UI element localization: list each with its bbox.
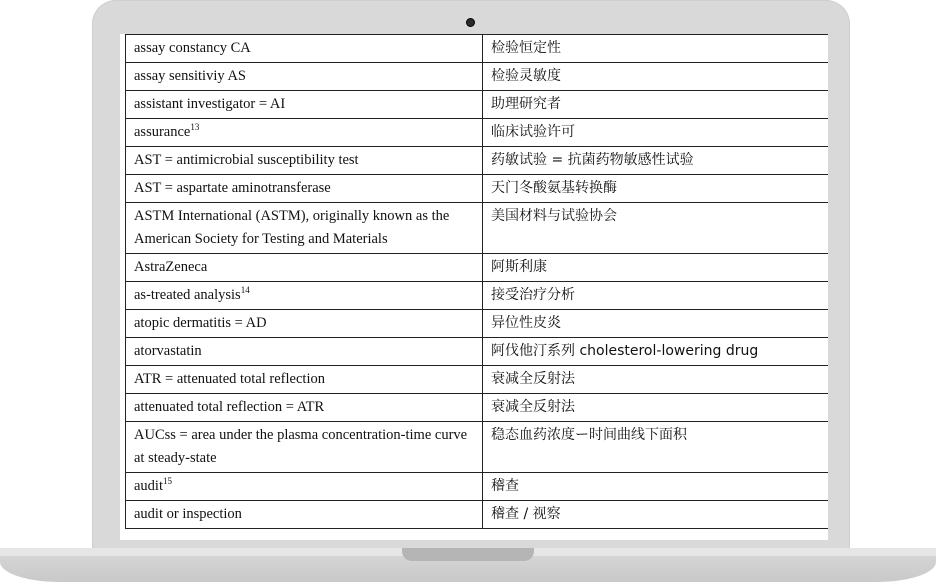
table-row: [126, 63, 829, 91]
table-row: [126, 203, 829, 254]
term-cell: audit or inspection: [126, 501, 483, 529]
webcam-icon: [466, 18, 475, 27]
table-row: [126, 310, 829, 338]
term-text: audit: [134, 478, 163, 494]
term-cell: AST = aspartate aminotransferase: [126, 175, 483, 203]
term-cell: AstraZeneca: [126, 254, 483, 282]
term-cell: assay sensitiviy AS: [126, 63, 483, 91]
table-row: [126, 422, 829, 473]
table-row: [126, 366, 829, 394]
footnote-ref: 14: [240, 285, 250, 296]
laptop-opening-notch: [402, 548, 534, 561]
translation-cell: 检验灵敏度: [483, 63, 829, 91]
translation-cell: 阿伐他汀系列 cholesterol-lowering drug: [483, 338, 829, 366]
table-row: [126, 338, 829, 366]
translation-cell: 稳态血药浓度ー时间曲线下面积: [483, 422, 829, 473]
term-text: assurance: [134, 124, 191, 140]
translation-cell: 异位性皮炎: [483, 310, 829, 338]
translation-cell: 稽查 / 视察: [483, 501, 829, 529]
term-text: as-treated analysis: [134, 287, 241, 303]
term-cell: ASTM International (ASTM), originally known as the American Society for Testing and Materials: [126, 203, 483, 254]
term-cell: AST = antimicrobial susceptibility test: [126, 147, 483, 175]
translation-cell: 检验恒定性: [483, 35, 829, 63]
translation-cell: 稽查: [483, 473, 829, 501]
translation-cell: 助理研究者: [483, 91, 829, 119]
screen: [120, 34, 828, 540]
table-row: [126, 473, 829, 501]
table-row: [126, 282, 829, 310]
translation-cell: 药敏试验 = 抗菌药物敏感性试验: [483, 147, 829, 175]
footnote-ref: 13: [190, 122, 200, 133]
term-cell: attenuated total reflection = ATR: [126, 394, 483, 422]
table-row: [126, 35, 829, 63]
term-cell: [126, 473, 483, 501]
translation-cell: 衰减全反射法: [483, 394, 829, 422]
term-cell: assay constancy CA: [126, 35, 483, 63]
table-row: [126, 175, 829, 203]
term-cell: ATR = attenuated total reflection: [126, 366, 483, 394]
translation-cell: 接受治疗分析: [483, 282, 829, 310]
table-row: [126, 254, 829, 282]
translation-cell: 阿斯利康: [483, 254, 829, 282]
glossary-table: [125, 34, 828, 529]
translation-cell: 临床试验许可: [483, 119, 829, 147]
term-cell: atopic dermatitis = AD: [126, 310, 483, 338]
table-row: [126, 394, 829, 422]
translation-cell: 衰减全反射法: [483, 366, 829, 394]
translation-cell: 天门冬酸氨基转换酶: [483, 175, 829, 203]
term-cell: atorvastatin: [126, 338, 483, 366]
term-cell: AUCss = area under the plasma concentration-time curve at steady-state: [126, 422, 483, 473]
table-row: [126, 501, 829, 529]
term-cell: assistant investigator = AI: [126, 91, 483, 119]
table-row: [126, 91, 829, 119]
translation-cell: 美国材料与试验协会: [483, 203, 829, 254]
table-row: [126, 119, 829, 147]
term-cell: [126, 119, 483, 147]
footnote-ref: 15: [163, 476, 172, 487]
term-cell: [126, 282, 483, 310]
table-row: [126, 147, 829, 175]
